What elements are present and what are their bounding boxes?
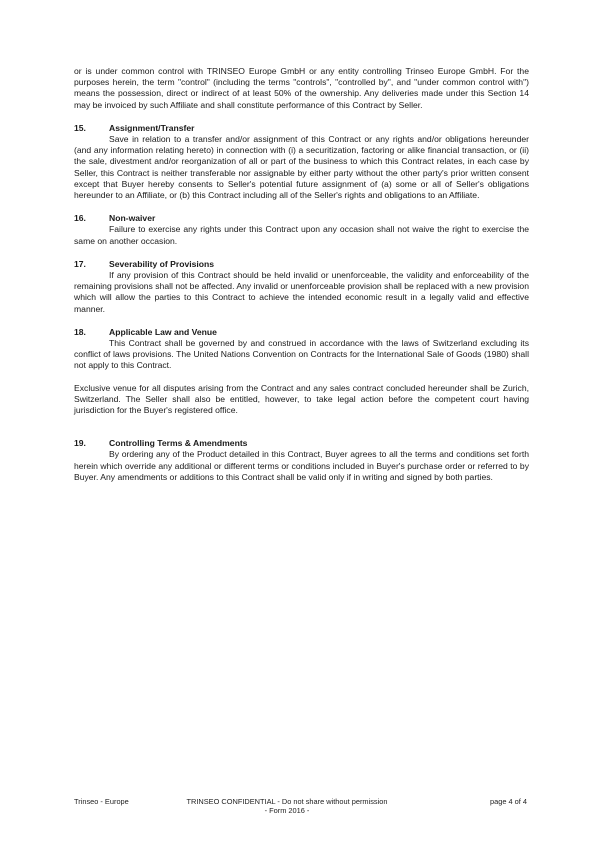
section-number: 18. xyxy=(74,326,86,337)
section-19 xyxy=(74,438,529,483)
section-title: Controlling Terms & Amendments xyxy=(109,438,248,449)
section-paragraph: If any provision of this Contract should be held invalid or unenforceable, the validity and enforceability of the remaining provisions shall not be affected. Any invalid or unenforceable provision shall be replaced with a new provision which will allow the parties to this Contract to achieve the intended economic result in a legally valid and effective manner. xyxy=(74,270,529,314)
section-17 xyxy=(74,259,529,315)
section-paragraph: Save in relation to a transfer and/or assignment of this Contract or any rights and/or obligations hereunder (and any information relating hereto) in connection with (i) a securitization, factoring or alike financial transaction, or (ii) the sale, divestment and/or reorganization of all or part of the business to which this Contract relates, in each case by Seller, this Contract is neither transferable nor assignable by either party without the other party's prior written consent except that Buyer hereby consents to Seller's potential future assignment of (a) some or all of Seller's obligations hereunder to an Affiliate, or (b) this Contract including all of the Seller's rights and obligations to an Affiliate. xyxy=(74,134,529,201)
section-heading xyxy=(74,123,529,134)
section-title: Applicable Law and Venue xyxy=(109,326,217,337)
document-body xyxy=(74,66,529,483)
section-15 xyxy=(74,123,529,201)
section-number: 16. xyxy=(74,213,86,224)
footer-confidential xyxy=(172,797,402,815)
section-number: 17. xyxy=(74,258,86,269)
section-18 xyxy=(74,327,529,416)
section-number: 19. xyxy=(74,438,86,449)
section-number: 15. xyxy=(74,122,86,133)
intro-paragraph: or is under common control with TRINSEO Europe GmbH or any entity controlling Trinseo Europe GmbH. For the purposes herein, the term "control" (including the terms "controls", "controlled by", and "under common control with") means the possession, direct or indirect of at least 50% of the ownership. Any deliveries made under this Section 14 may be invoiced by such Affiliate and shall constitute performance of this Contract by Seller. xyxy=(74,66,529,110)
footer-form-line: - Form 2016 - xyxy=(264,806,310,815)
footer-company: Trinseo - Europe xyxy=(74,797,129,806)
footer-page-number: page 4 of 4 xyxy=(490,797,527,806)
section-heading xyxy=(74,259,529,270)
footer-confidential-line: TRINSEO CONFIDENTIAL - Do not share without permission xyxy=(186,797,388,806)
section-title: Severability of Provisions xyxy=(109,258,215,269)
section-title: Non-waiver xyxy=(109,213,156,224)
section-title: Assignment/Transfer xyxy=(109,122,195,133)
section-paragraph: By ordering any of the Product detailed in this Contract, Buyer agrees to all the terms and conditions set forth herein which override any additional or different terms or conditions included in Buyer's purchase order or referred to by Buyer. Any amendments or additions to this Contract shall be valid only if in writing and signed by both parties. xyxy=(74,449,529,482)
section-heading xyxy=(74,438,529,449)
section-paragraph: Failure to exercise any rights under this Contract upon any occasion shall not waive the right to exercise the same on another occasion. xyxy=(74,224,529,246)
section-heading xyxy=(74,327,529,338)
section-paragraph: Exclusive venue for all disputes arising from the Contract and any sales contract concluded hereunder shall be Zurich, Switzerland. The Seller shall also be entitled, however, to take legal action before the competent court having jurisdiction for the Buyer's registered office. xyxy=(74,382,529,416)
section-heading xyxy=(74,213,529,224)
section-paragraph: This Contract shall be governed by and construed in accordance with the laws of Switzerland excluding its conflict of laws provisions. The United Nations Convention on Contracts for the International Sale of Goods (1980) shall not apply to this Contract. xyxy=(74,338,529,371)
section-16 xyxy=(74,213,529,247)
